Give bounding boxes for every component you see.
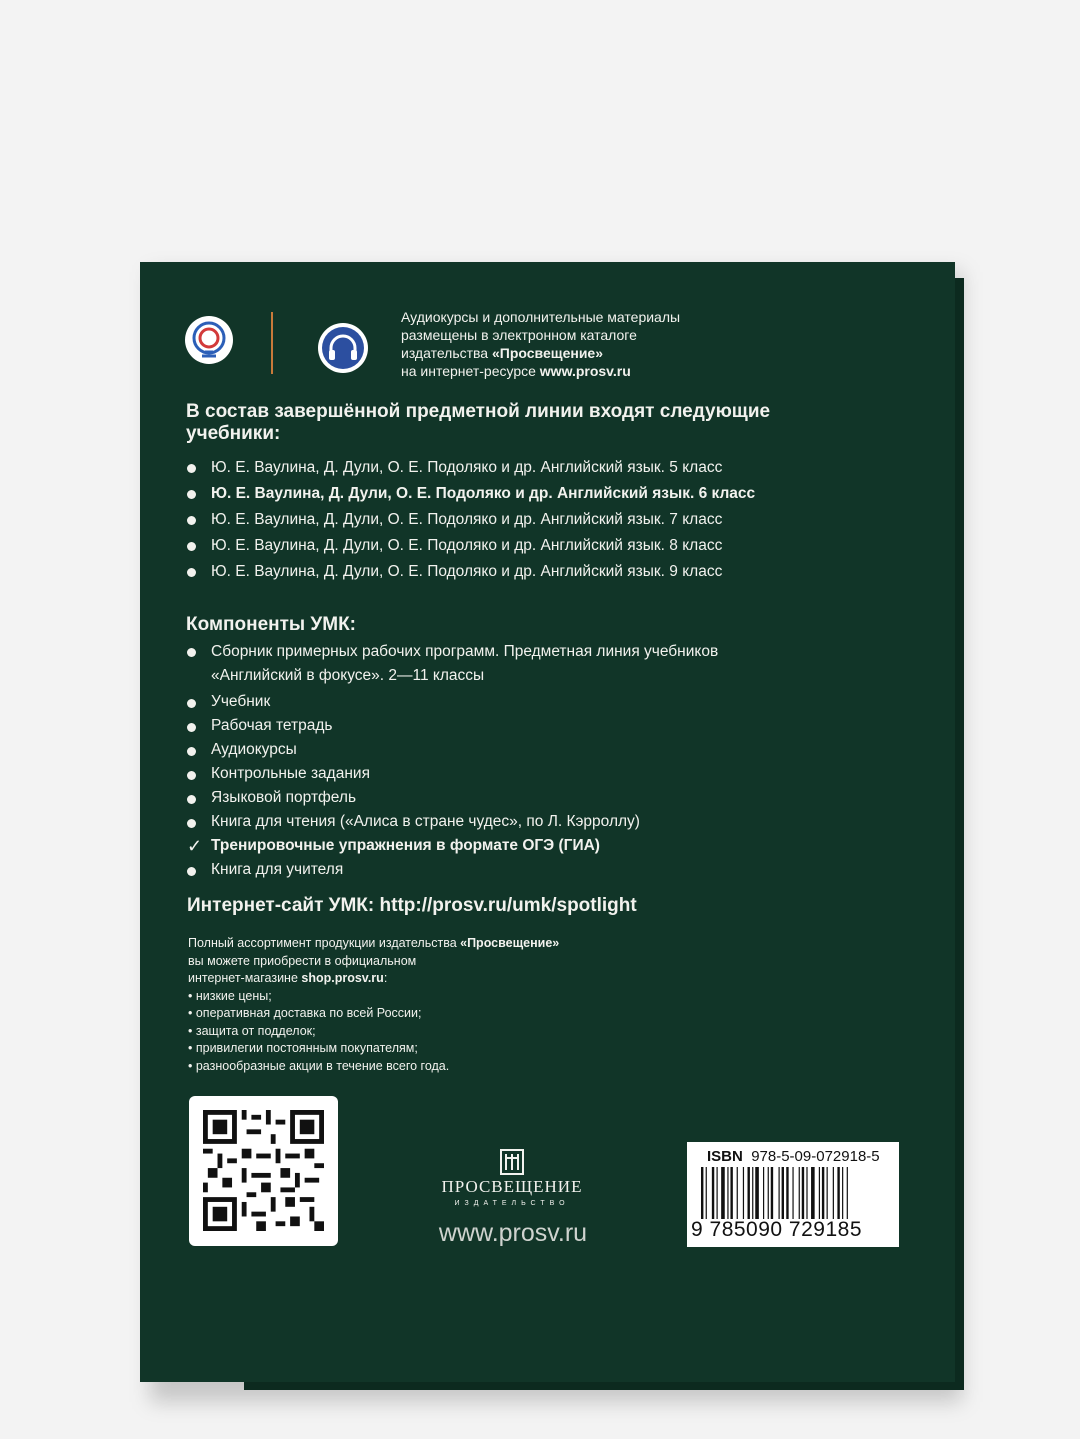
list-item: Языковой портфель	[186, 786, 911, 810]
shop-line: вы можете приобрести в официальном	[188, 953, 417, 968]
barcode-bar	[712, 1167, 714, 1219]
barcode-bar	[730, 1167, 732, 1219]
series-book-list	[186, 455, 911, 585]
barcode-bar	[811, 1167, 815, 1219]
publisher-name: ПРОСВЕЩЕНИЕ	[441, 1177, 583, 1196]
list-item: Книга для учителя	[186, 858, 911, 882]
barcode-bar	[827, 1167, 828, 1219]
shop-line: интернет-магазине shop.prosv.ru:	[188, 971, 388, 985]
electronic-catalog-logo-icon	[185, 316, 233, 364]
barcode-bar	[799, 1167, 800, 1219]
list-item: Учебник	[186, 690, 911, 714]
shop-bullet: • низкие цены;	[188, 988, 272, 1003]
list-item: Аудиокурсы	[186, 738, 911, 762]
isbn-barcode	[687, 1142, 899, 1247]
shop-bullet: • защита от подделок;	[188, 1023, 316, 1038]
barcode-bar	[748, 1167, 750, 1219]
list-item: Книга для чтения («Алиса в стране чудес», по Л. Кэрроллу)	[186, 810, 911, 834]
barcode-bar	[737, 1167, 738, 1219]
barcode-bar	[771, 1167, 773, 1219]
list-item-current-book: Ю. Е. Ваулина, Д. Дули, О. Е. Подоляко и др. Английский язык. 6 класс	[186, 481, 911, 507]
list-item: Рабочая тетрадь	[186, 714, 911, 738]
list-item: Ю. Е. Ваулина, Д. Дули, О. Е. Подоляко и др. Английский язык. 8 класс	[186, 533, 911, 559]
barcode-bar	[717, 1167, 718, 1219]
audio-info-line: на интернет-ресурсе www.prosv.ru	[401, 363, 631, 379]
list-item: Контрольные задания	[186, 762, 911, 786]
barcode-bar	[833, 1167, 834, 1219]
barcode-bar	[819, 1167, 820, 1219]
barcode-bar	[727, 1167, 728, 1219]
shop-bullet: • оперативная доставка по всей России;	[188, 1006, 422, 1020]
headphones-icon	[318, 323, 368, 373]
barcode-bar	[786, 1167, 788, 1219]
shop-info	[188, 935, 668, 1075]
publisher-subtitle: ИЗДАТЕЛЬСТВО	[454, 1200, 570, 1207]
barcode-bar	[782, 1167, 784, 1219]
barcode-bar	[755, 1167, 759, 1219]
barcode-bar	[847, 1167, 848, 1219]
components-title: Компоненты УМК:	[186, 614, 356, 635]
audio-info-line: издательства «Просвещение»	[401, 345, 603, 361]
audio-info-line: размещены в электронном каталоге	[401, 327, 637, 343]
audio-info-line: Аудиокурсы и дополнительные материалы	[401, 309, 681, 325]
publisher-url: www.prosv.ru	[438, 1219, 588, 1247]
ean-digits: 9 785090 729185	[691, 1218, 862, 1241]
barcode-bar	[837, 1167, 839, 1219]
shop-line: Полный ассортимент продукции издательства «Просвещение»	[188, 936, 560, 950]
barcode-bar	[842, 1167, 843, 1219]
list-item: Ю. Е. Ваулина, Д. Дули, О. Е. Подоляко и др. Английский язык. 5 класс	[186, 455, 911, 481]
barcode-bar	[701, 1167, 703, 1219]
series-title: В состав завершённой предметной линии входят следующие учебники:	[186, 401, 771, 444]
barcode-bar	[768, 1167, 769, 1219]
components-list	[186, 639, 911, 882]
barcode-bar	[752, 1167, 753, 1219]
barcode-bar	[706, 1167, 707, 1219]
barcode-bar	[779, 1167, 780, 1219]
book-back-cover	[140, 262, 955, 1382]
barcode-bar	[806, 1167, 807, 1219]
barcode-bar	[792, 1167, 793, 1219]
barcode-bar	[822, 1167, 824, 1219]
qr-code	[189, 1096, 338, 1246]
shop-bullet: • разнообразные акции в течение всего года.	[188, 1058, 450, 1073]
barcode-bars	[701, 1167, 887, 1219]
list-item-checked: ✓ Тренировочные упражнения в формате ОГЭ (ГИА)	[186, 834, 911, 858]
list-item: Ю. Е. Ваулина, Д. Дули, О. Е. Подоляко и др. Английский язык. 7 класс	[186, 507, 911, 533]
barcode-bar	[721, 1167, 725, 1219]
barcode-bar	[763, 1167, 764, 1219]
umk-website: Интернет-сайт УМК: http://prosv.ru/umk/spotlight	[187, 895, 637, 916]
shop-bullet: • привилегии постоянным покупателям;	[188, 1041, 418, 1055]
barcode-bar	[802, 1167, 804, 1219]
barcode-bar	[743, 1167, 744, 1219]
isbn-text: ISBN 978-5-09-072918-5	[707, 1148, 880, 1165]
logo-divider	[271, 312, 273, 374]
list-item: Ю. Е. Ваулина, Д. Дули, О. Е. Подоляко и др. Английский язык. 9 класс	[186, 559, 911, 585]
list-item: Сборник примерных рабочих программ. Предметная линия учебников «Английский в фокусе». 2—11 классы	[186, 639, 911, 690]
audio-info-text	[401, 308, 731, 380]
